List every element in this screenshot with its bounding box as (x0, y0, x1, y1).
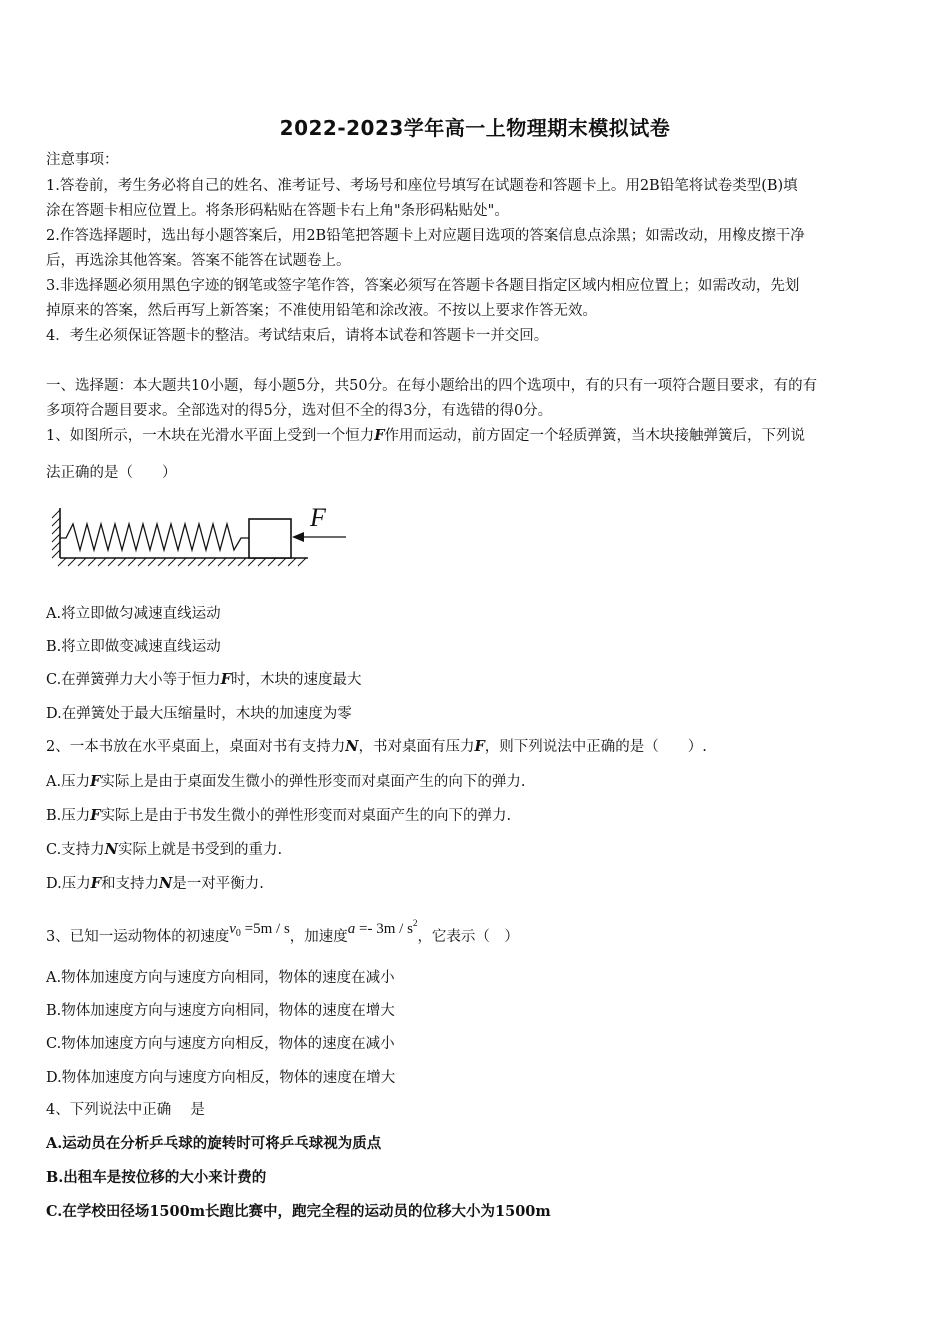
notice-1b: 涂在答题卡相应位置上。将条形码粘贴在答题卡右上角"条形码粘贴处"。 (46, 203, 509, 219)
q2-option-c: C.支持力N实际上就是书受到的重力. (46, 841, 283, 858)
section-instructions-2: 多项符合题目要求。全部选对的得5分，选对但不全的得3分，有选错的得0分。 (46, 403, 553, 419)
q1-option-a: A.将立即做匀减速直线运动 (46, 606, 221, 622)
q3-option-d: D.物体加速度方向与速度方向相反，物体的速度在增大 (46, 1070, 396, 1086)
page-title: 2022-2023学年高一上物理期末模拟试卷 (279, 116, 671, 140)
notice-1a: 1.答卷前，考生务必将自己的姓名、准考证号、考场号和座位号填写在试题卷和答题卡上。用2B铅笔将试卷类型(B)填 (46, 178, 798, 194)
q2-option-a: A.压力F实际上是由于桌面发生微小的弹性形变而对桌面产生的向下的弹力. (46, 773, 526, 790)
q4-option-a: A.运动员在分析乒乓球的旋转时可将乒乓球视为质点 (46, 1135, 382, 1152)
q1-option-c: C.在弹簧弹力大小等于恒力F时，木块的速度最大 (46, 671, 362, 688)
spring-block-figure (46, 500, 356, 570)
initial-velocity-formula: $v_0 =5m / s$ (229, 921, 290, 939)
notice-2b: 后，再选涂其他答案。答案不能答在试题卷上。 (46, 253, 351, 269)
q1-stem-line2: 法正确的是（ ） (46, 465, 177, 481)
notice-3a: 3.非选择题必须用黑色字迹的钢笔或签字笔作答，答案必须写在答题卡各题目指定区域内相应位置上；如需改动，先划 (46, 278, 800, 294)
q1-stem-line1: 1、如图所示，一木块在光滑水平面上受到一个恒力F作用而运动，前方固定一个轻质弹簧，当木块接触弹簧后，下列说 (46, 427, 806, 444)
notice-4: 4．考生必须保证答题卡的整洁。考试结束后，请将本试卷和答题卡一并交回。 (46, 328, 549, 344)
section-instructions-1: 一、选择题：本大题共10小题，每小题5分，共50分。在每小题给出的四个选项中，有的只有一项符合题目要求，有的有 (46, 378, 818, 394)
q2-option-d: D.压力F和支持力N是一对平衡力. (46, 875, 264, 892)
q3-stem: 3、已知一运动物体的初速度$v_0 =5m / s$，加速度$a =- 3m / s^2$，它表示（ ） (46, 918, 519, 945)
q1-option-b: B.将立即做变减速直线运动 (46, 639, 221, 655)
force-label-F: F (310, 503, 326, 532)
notice-2a: 2.作答选择题时，选出每小题答案后，用2B铅笔把答题卡上对应题目选项的答案信息点涂黑；如需改动，用橡皮擦干净 (46, 228, 805, 244)
q3-option-b: B.物体加速度方向与速度方向相同，物体的速度在增大 (46, 1003, 395, 1019)
q3-option-a: A.物体加速度方向与速度方向相同，物体的速度在减小 (46, 970, 395, 986)
q4-option-b: B.出租车是按位移的大小来计费的 (46, 1169, 267, 1186)
notice-heading: 注意事项： (46, 152, 119, 168)
q4-option-c: C.在学校田径场1500m长跑比赛中，跑完全程的运动员的位移大小为1500m (46, 1203, 551, 1220)
q1-option-d: D.在弹簧处于最大压缩量时，木块的加速度为零 (46, 706, 352, 722)
q4-stem: 4、下列说法中正确 是 (46, 1102, 205, 1118)
q2-option-b: B.压力F实际上是由于书发生微小的弹性形变而对桌面产生的向下的弹力. (46, 807, 512, 824)
acceleration-formula: $a =- 3m / s^2$ (347, 918, 418, 937)
notice-3b: 掉原来的答案，然后再写上新答案；不准使用铅笔和涂改液。不按以上要求作答无效。 (46, 303, 597, 319)
q2-stem: 2、一本书放在水平桌面上，桌面对书有支持力N，书对桌面有压力F，则下列说法中正确的是（ ）. (46, 738, 707, 755)
q3-option-c: C.物体加速度方向与速度方向相反，物体的速度在减小 (46, 1036, 395, 1052)
